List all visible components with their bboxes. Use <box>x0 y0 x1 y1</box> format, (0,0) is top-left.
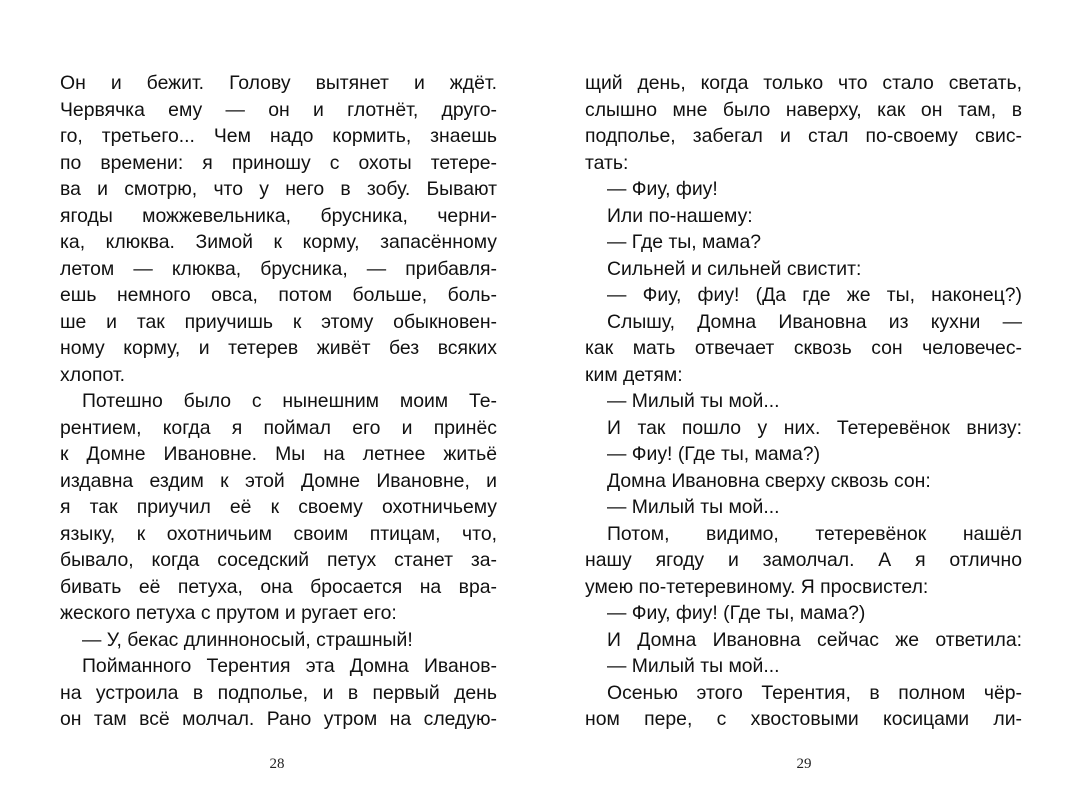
text-line: — Фиу! (Где ты, мама?) <box>607 443 821 465</box>
text-line: Пойманного Терентия эта Домна Иванов- <box>82 655 497 677</box>
text-line: бывало, когда соседский петух станет за- <box>60 549 497 571</box>
text-line: — Милый ты мой... <box>607 655 780 677</box>
text-line: рентием, когда я поймал его и принёс <box>60 416 497 439</box>
text-line: ким детям: <box>585 363 683 386</box>
text-line: слышно мне было наверху, как он там, в <box>585 98 1022 121</box>
text-line: подполье, забегал и стал по-своему свис- <box>585 125 1022 147</box>
text-line: ному корму, и тетерев живёт без всяких <box>60 337 497 359</box>
text-line: языку, к охотничьим своим птицам, что, <box>60 522 497 545</box>
text-line: И так пошло у них. Тетеревёнок внизу: <box>607 416 1022 439</box>
text-line: — Фиу, фиу! (Где ты, мама?) <box>607 602 866 624</box>
text-line: — Милый ты мой... <box>607 390 780 412</box>
right-page <box>585 70 1022 733</box>
text-line: Потешно было с нынешним моим Те- <box>82 390 497 412</box>
page-number-left: 28 <box>269 756 285 772</box>
text-line: он там всё молчал. Рано утром на следую- <box>60 708 497 730</box>
text-line: я так приучил её к своему охотничьему <box>60 496 497 518</box>
page-number-right: 29 <box>796 756 812 772</box>
text-line: Домна Ивановна сверху сквозь сон: <box>607 469 931 492</box>
text-line: по времени: я приношу с охоты тетере- <box>60 151 497 174</box>
text-line: Слышу, Домна Ивановна из кухни — <box>607 310 1022 333</box>
text-line: Или по-нашему: <box>607 204 753 227</box>
text-line: тать: <box>585 151 629 174</box>
text-line: к Домне Ивановне. Мы на летнее житьё <box>60 443 497 465</box>
text-line: Потом, видимо, тетеревёнок нашёл <box>607 522 1022 545</box>
text-line: — Фиу, фиу! <box>607 178 718 200</box>
text-line: бивать её петуха, она бросается на вра- <box>60 575 497 598</box>
text-line: хлопот. <box>60 363 125 386</box>
text-line: Сильней и сильней свистит: <box>607 257 862 280</box>
text-line: — Где ты, мама? <box>607 231 762 253</box>
text-line: издавна ездим к этой Домне Ивановне, и <box>60 469 497 492</box>
text-line: ка, клюква. Зимой к корму, запасённому <box>60 231 497 253</box>
text-line: — Милый ты мой... <box>607 496 780 518</box>
text-line: ва и смотрю, что у него в зобу. Бывают <box>60 178 497 200</box>
text-line: как мать отвечает сквозь сон человечес- <box>585 337 1022 359</box>
text-line: умею по-тетеревиному. Я просвистел: <box>585 575 929 598</box>
text-line: жеского петуха с прутом и ругает его: <box>60 602 397 624</box>
left-page <box>60 70 497 733</box>
text-line: Он и бежит. Голову вытянет и ждёт. <box>60 72 497 94</box>
text-line: ягоды можжевельника, брусника, черни- <box>60 204 497 227</box>
text-line: нашу ягоду и замолчал. А я отлично <box>585 549 1022 571</box>
text-line: Червячка ему — он и глотнёт, друго- <box>60 98 497 121</box>
text-line: — У, бекас длинноносый, страшный! <box>82 628 413 651</box>
text-line: летом — клюква, брусника, — прибавля- <box>60 257 497 280</box>
text-line: го, третьего... Чем надо кормить, знаешь <box>60 125 497 147</box>
text-line: щий день, когда только что стало светать, <box>585 72 1022 94</box>
text-line: ном пере, с хвостовыми косицами ли- <box>585 708 1022 730</box>
text-line: — Фиу, фиу! (Да где же ты, наконец?) <box>607 284 1022 306</box>
text-line: Осенью этого Терентия, в полном чёр- <box>607 681 1022 704</box>
text-line: ешь немного овса, потом больше, боль- <box>60 284 497 306</box>
text-line: И Домна Ивановна сейчас же ответила: <box>607 628 1022 651</box>
text-line: ше и так приучишь к этому обыкновен- <box>60 310 497 333</box>
text-line: на устроила в подполье, и в первый день <box>60 681 497 704</box>
